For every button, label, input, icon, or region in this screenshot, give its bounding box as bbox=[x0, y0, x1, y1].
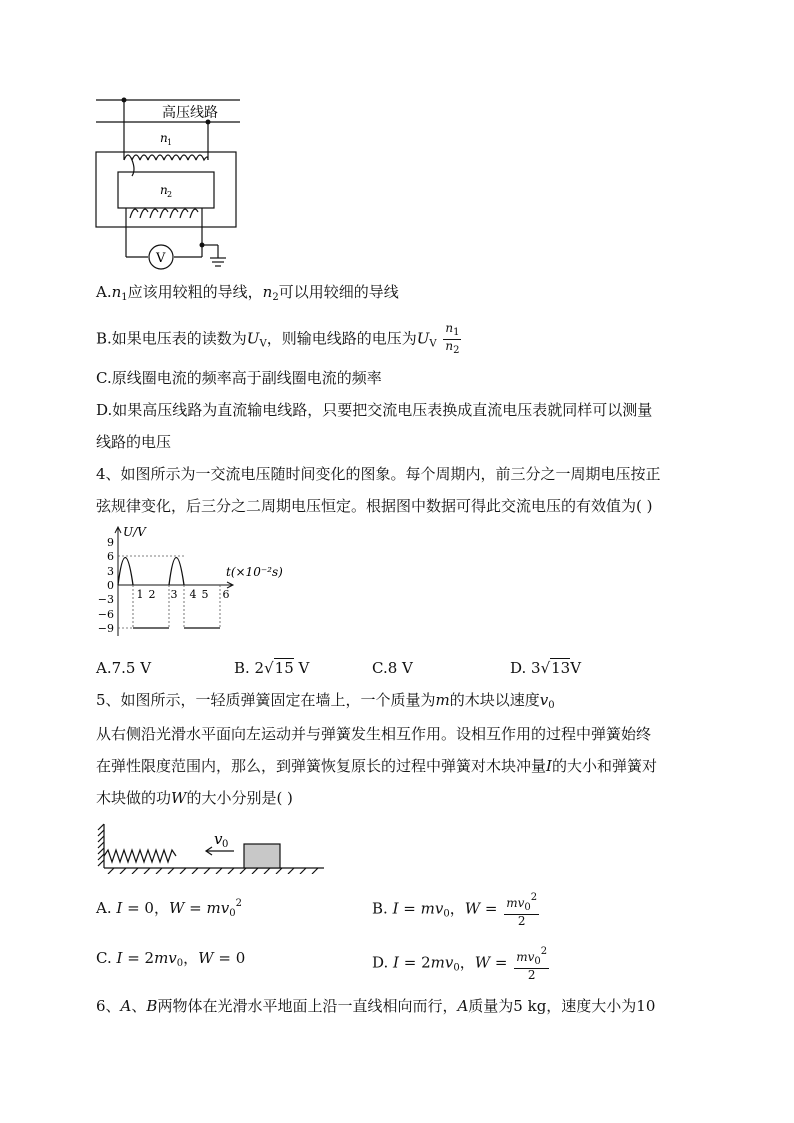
q3-option-d-line1: D.如果高压线路为直流输电线路，只要把交流电压表换成直流电压表就同样可以测量 bbox=[96, 401, 653, 419]
q6-line1: 6、A、B两物体在光滑水平地面上沿一直线相向而行，A质量为5 kg，速度大小为10 bbox=[96, 997, 656, 1015]
transformer-diagram bbox=[90, 90, 250, 275]
q4-option-d: D. 3√13V bbox=[510, 659, 582, 677]
q3-option-a: $A.n_1$应该用较粗的导线，$n_2$可以用较细的导线 bbox=[96, 283, 399, 303]
q5-line1: 5、如图所示，一轻质弹簧固定在墙上，一个质量为m的木块以速度$v_0$ bbox=[96, 691, 555, 711]
q4-line1: 4、如图所示为一交流电压随时间变化的图象。每个周期内，前三分之一周期电压按正 bbox=[96, 465, 661, 483]
q5-line3: 在弹性限度范围内，那么，到弹簧恢复原长的过程中弹簧对木块冲量I的大小和弹簧对 bbox=[96, 757, 657, 775]
q5-d-fraction: $\frac{mv_0^2}{2}$ bbox=[516, 946, 548, 982]
ytick-neg3: −3 bbox=[97, 593, 114, 606]
ytick-neg6: −6 bbox=[97, 608, 114, 621]
ytick-6: 6 bbox=[107, 550, 114, 563]
q4-option-b: B. 2√15 V bbox=[234, 659, 310, 677]
xtick-6: 6 bbox=[222, 588, 230, 601]
q5-line2: 从右侧沿光滑水平面向左运动并与弹簧发生相互作用。设相互作用的过程中弹簧始终 bbox=[96, 725, 652, 743]
xtick-5: 5 bbox=[201, 588, 209, 601]
q3-option-d-line2: 线路的电压 bbox=[96, 433, 172, 451]
q4-line2: 弦规律变化，后三分之二周期电压恒定。根据图中数据可得此交流电压的有效值为( ) bbox=[96, 497, 653, 515]
voltmeter-label: V bbox=[156, 251, 166, 266]
line-label: 高压线路 bbox=[162, 105, 218, 121]
spring-block-svg bbox=[96, 818, 336, 874]
ytick-3: 3 bbox=[107, 565, 114, 578]
q3-option-b: B.如果电压表的读数为$U_V$，则输电线路的电压为$U_V$ $\frac{n_1}{n_2}$ bbox=[96, 321, 460, 356]
fig-v0-sub: 0 bbox=[222, 839, 229, 850]
q3-b-fraction: $\frac{n_1}{n_2}$ bbox=[445, 321, 460, 356]
fig-v0-label: v bbox=[214, 830, 223, 848]
q5-option-a: A. I = 0，$W = mv_0^2$ bbox=[96, 898, 242, 919]
xtick-3: 3 bbox=[170, 588, 178, 601]
voltage-time-graph bbox=[96, 522, 296, 642]
q5-option-d: D. $I = 2mv_0$，W = $\frac{mv_0^2}{2}$ bbox=[372, 946, 548, 982]
q4-option-c: C.8 V bbox=[372, 659, 413, 677]
spring-block-figure bbox=[96, 818, 336, 874]
voltage-graph-svg bbox=[96, 522, 296, 642]
n1-label: n bbox=[160, 131, 168, 145]
graph-xlabel: t(×10⁻²s) bbox=[226, 565, 283, 579]
q3-option-c: C.原线圈电流的频率高于副线圈电流的频率 bbox=[96, 369, 382, 387]
xtick-2: 2 bbox=[148, 588, 156, 601]
q5-b-fraction: $\frac{mv_0^2}{2}$ bbox=[506, 892, 538, 928]
n2-sub: 2 bbox=[167, 190, 173, 199]
ytick-neg9: −9 bbox=[97, 622, 114, 635]
xtick-1: 1 bbox=[136, 588, 144, 601]
ytick-0: 0 bbox=[107, 579, 114, 592]
transformer-circuit-figure bbox=[90, 90, 250, 275]
n2-label: n bbox=[160, 183, 168, 197]
graph-ylabel: U/V bbox=[123, 525, 146, 539]
q5-option-c: C. $I = 2mv_0$，W = 0 bbox=[96, 949, 246, 969]
xtick-4: 4 bbox=[189, 588, 197, 601]
q5-line4: 木块做的功W的大小分别是( ) bbox=[96, 789, 293, 807]
q5-option-b: B. $I = mv_0$，W = $\frac{mv_0^2}{2}$ bbox=[372, 892, 538, 928]
n1-sub: 1 bbox=[167, 138, 173, 147]
q4-option-a: A.7.5 V bbox=[96, 659, 152, 677]
ytick-9: 9 bbox=[107, 536, 114, 549]
